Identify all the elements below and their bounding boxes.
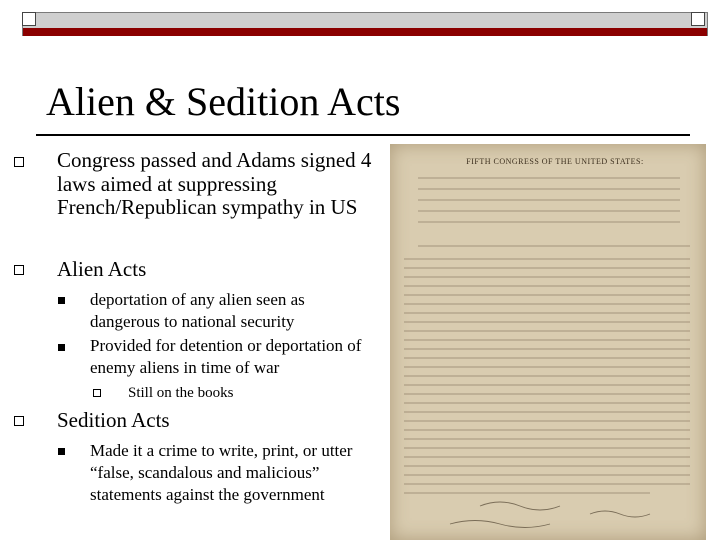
bullet-text-l2: Provided for detention or deportation of enemy aliens in time of war [90, 336, 362, 377]
bullet-marker-l1 [14, 416, 24, 426]
bullet-text-l1: Sedition Acts [57, 408, 170, 432]
bullet-text-l1: Alien Acts [57, 257, 147, 281]
bullet-text-l3: Still on the books [128, 385, 234, 401]
bullet-marker-l3 [93, 389, 101, 397]
bullet-marker-l2 [58, 448, 65, 455]
slide-title: Alien & Sedition Acts [46, 79, 401, 124]
top-bar-stripe [23, 28, 707, 36]
bullet-marker-l2 [58, 344, 65, 351]
bullet-text-l1: Congress passed and Adams signed 4 laws aimed at suppressing French/Republican sympathy in US [57, 148, 372, 219]
title-underline [36, 134, 690, 136]
top-decorative-bar [22, 12, 708, 36]
bullet-marker-l1 [14, 265, 24, 275]
bullet-marker-l2 [58, 297, 65, 304]
bullet-marker-l1 [14, 157, 24, 167]
top-bar-right-square [691, 12, 705, 26]
bullet-text-l2: Made it a crime to write, print, or utter “false, scandalous and malicious” statements against the government [90, 441, 353, 504]
bullet-text-l2: deportation of any alien seen as dangerous to national security [90, 290, 305, 331]
document-edge-shade [390, 144, 706, 540]
sedition-act-document-image [390, 144, 706, 540]
document-heading: FIFTH CONGRESS OF THE UNITED STATES: [466, 157, 644, 166]
top-bar-left-square [22, 12, 36, 26]
